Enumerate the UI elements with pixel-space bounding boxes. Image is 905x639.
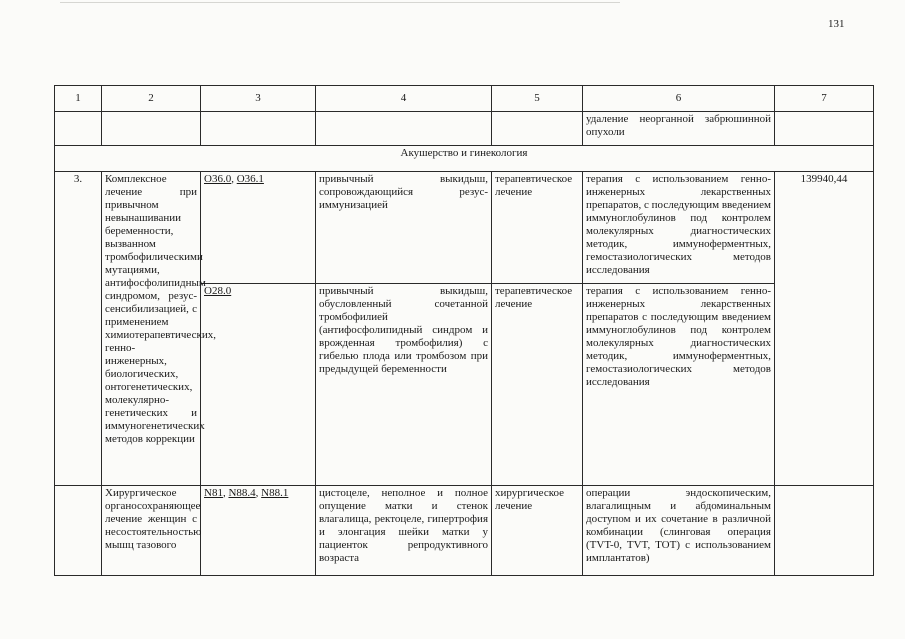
- col-header-6: 6: [583, 86, 775, 112]
- entry-name: Комплексное лечение при привычном невынашивании беременности, вызванном тромбофилическими мутациями, антифосфолипидным синдромом, резус-сенсибилизацией, с применением химиотерапевтических, генно-инженерных, биологических, онтогенетических, молекулярно-генетических и иммуногенетических методов коррекции: [102, 172, 201, 486]
- code-link[interactable]: O28.0: [204, 285, 232, 297]
- entry2-type: хирургическое лечение: [492, 486, 583, 576]
- services-table: [54, 85, 874, 576]
- entry-surgical: [55, 486, 874, 576]
- code-link[interactable]: O36.1: [236, 173, 264, 185]
- scan-artifact-line: [60, 2, 620, 3]
- col-header-2: 2: [102, 86, 201, 112]
- entry-price: 139940,44: [775, 172, 874, 486]
- section-title: Акушерство и гинекология: [55, 146, 874, 172]
- section-row: [55, 146, 874, 172]
- entry2-method: операции эндоскопическим, влагалищным и абдоминальным доступом и их сочетание в различной комбинации (слинговая операция (TVT-0, TVT, TOT) с использованием имплантатов): [583, 486, 775, 576]
- sub2-method: терапия с использованием генно-инженерных лекарственных препаратов с последующим введением иммуноглобулинов под контролем молекулярных диагностических методик, иммуноферментных, гемостазиологических методов исследования: [583, 284, 775, 486]
- column-number-row: [55, 86, 874, 112]
- col-header-7: 7: [775, 86, 874, 112]
- sub2-type: терапевтическое лечение: [492, 284, 583, 486]
- col-header-4: 4: [316, 86, 492, 112]
- code-link[interactable]: O36.0: [204, 173, 232, 185]
- previous-entry-continuation: [55, 112, 874, 146]
- code-link[interactable]: N88.1: [261, 487, 289, 499]
- col-header-5: 5: [492, 86, 583, 112]
- col-header-1: 1: [55, 86, 102, 112]
- col-header-3: 3: [201, 86, 316, 112]
- sub1-type: терапевтическое лечение: [492, 172, 583, 284]
- code-link[interactable]: N88.4: [228, 487, 256, 499]
- code-link[interactable]: N81: [204, 487, 223, 499]
- sub1-model: привычный выкидыш, сопровождающийся резус-иммунизацией: [316, 172, 492, 284]
- page-number: 131: [828, 18, 845, 30]
- sub1-codes: O36.0, O36.1: [201, 172, 316, 284]
- entry-3-sub1: [55, 172, 874, 284]
- entry2-name: Хирургическое органосохраняющее лечение женщин с несостоятельностью мышц тазового: [102, 486, 201, 576]
- entry2-model: цистоцеле, неполное и полное опущение матки и стенок влагалища, ректоцеле, гипертрофия и элонгация шейки матки у пациенток репродуктивного возраста: [316, 486, 492, 576]
- entry2-codes: N81, N88.4, N88.1: [201, 486, 316, 576]
- sub2-model: привычный выкидыш, обусловленный сочетанной тромбофилией (антифосфолипидный синдром и врожденная тромбофилия) с гибелью плода или тромбозом при предыдущей беременности: [316, 284, 492, 486]
- sub2-codes: [201, 284, 316, 486]
- sub1-method: терапия с использованием генно-инженерных лекарственных препаратов, с последующим введением иммуноглобулинов под контролем молекулярных диагностических методик, иммуноферментных, гемостазиологических методов исследования: [583, 172, 775, 284]
- entry-number: 3.: [55, 172, 102, 486]
- previous-method-tail: удаление неорганной забрюшинной опухоли: [583, 112, 775, 146]
